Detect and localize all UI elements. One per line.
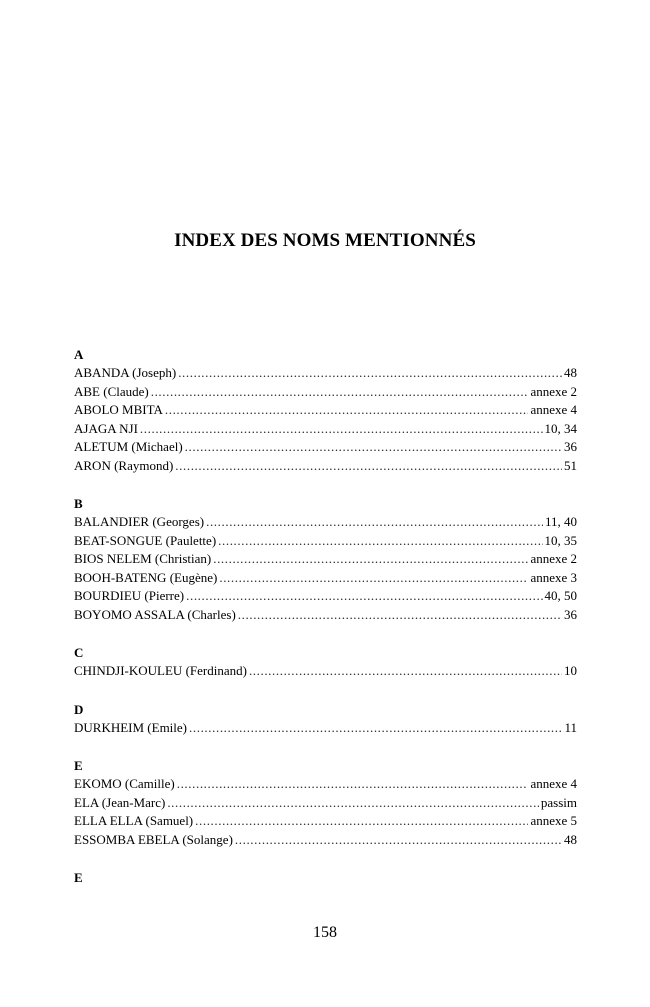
entry-name: BOOH-BATENG (Eugène) xyxy=(74,569,217,588)
entry-name: EKOMO (Camille) xyxy=(74,775,175,794)
entry-name: ABANDA (Joseph) xyxy=(74,364,176,383)
index-entry xyxy=(74,457,577,476)
entry-page-reference: 51 xyxy=(564,457,577,473)
dot-leader xyxy=(151,383,529,402)
dot-leader xyxy=(238,606,562,625)
dot-leader xyxy=(140,420,543,439)
dot-leader xyxy=(189,719,562,738)
section-letter: A xyxy=(74,347,84,362)
dot-leader xyxy=(235,831,562,850)
dot-leader xyxy=(195,812,528,831)
entry-page-reference: annexe 4 xyxy=(530,776,577,791)
entry-name: BEAT-SONGUE (Paulette) xyxy=(74,532,216,551)
dot-leader xyxy=(165,401,529,420)
dot-leader xyxy=(178,364,562,383)
index-entry xyxy=(74,438,577,457)
entry-page-reference: 48 xyxy=(564,365,577,380)
index-entry xyxy=(74,662,577,681)
section-letter: E xyxy=(74,758,83,773)
entry-name: ELA (Jean-Marc) xyxy=(74,794,165,813)
entry-page-reference: 36 xyxy=(564,439,577,454)
entry-name: ARON (Raymond) xyxy=(74,457,173,476)
index-section xyxy=(74,756,577,849)
entry-name: BOYOMO ASSALA (Charles) xyxy=(74,606,236,625)
page-title: INDEX DES NOMS MENTIONNÉS xyxy=(174,230,476,251)
index-entry xyxy=(74,794,577,813)
index-section xyxy=(74,345,577,475)
index-entry xyxy=(74,420,577,439)
dot-leader xyxy=(249,662,562,681)
index-entry xyxy=(74,812,577,831)
section-letter: D xyxy=(74,701,84,717)
entry-name: ABE (Claude) xyxy=(74,383,149,402)
dot-leader xyxy=(185,438,562,457)
entry-page-reference: 40, 50 xyxy=(544,588,577,603)
index-entry xyxy=(74,364,577,383)
index-entry xyxy=(74,775,577,794)
index-list xyxy=(74,345,577,887)
entry-name: ABOLO MBITA xyxy=(74,401,163,420)
dot-leader xyxy=(206,513,543,532)
dot-leader xyxy=(219,569,528,588)
dot-leader xyxy=(186,587,542,606)
index-section xyxy=(74,643,577,681)
entry-name: AJAGA NJI xyxy=(74,420,138,439)
section-letter: E xyxy=(74,870,83,885)
index-entry xyxy=(74,719,577,738)
entry-page-reference: annexe 2 xyxy=(530,551,577,566)
entry-name: BALANDIER (Georges) xyxy=(74,513,204,532)
index-entry xyxy=(74,831,577,850)
entry-name: CHINDJI-KOULEU (Ferdinand) xyxy=(74,662,247,681)
entry-page-reference: passim xyxy=(540,794,577,810)
entry-page-reference: 36 xyxy=(564,606,577,622)
entry-page-reference: 11, 40 xyxy=(544,514,577,529)
index-section xyxy=(74,494,577,624)
entry-page-reference: annexe 5 xyxy=(530,813,577,828)
entry-name: ESSOMBA EBELA (Solange) xyxy=(74,831,233,850)
entry-page-reference: 10, 34 xyxy=(544,420,577,436)
entry-page-reference: 10 xyxy=(564,663,577,678)
dot-leader xyxy=(218,532,542,551)
index-entry xyxy=(74,513,577,532)
index-entry xyxy=(74,569,577,588)
section-letter: C xyxy=(74,645,84,660)
entry-page-reference: annexe 3 xyxy=(530,569,577,585)
page-number: 158 xyxy=(313,924,337,941)
entry-name: ALETUM (Michael) xyxy=(74,438,183,457)
entry-page-reference: 48 xyxy=(564,831,577,847)
entry-name: BOURDIEU (Pierre) xyxy=(74,587,184,606)
entry-name: BIOS NELEM (Christian) xyxy=(74,550,211,569)
entry-page-reference: 10, 35 xyxy=(544,532,577,548)
dot-leader xyxy=(167,794,539,813)
entry-page-reference: annexe 2 xyxy=(530,383,577,399)
entry-page-reference: 11 xyxy=(564,719,577,735)
dot-leader xyxy=(213,550,528,569)
entry-name: DURKHEIM (Emile) xyxy=(74,719,187,738)
entry-name: ELLA ELLA (Samuel) xyxy=(74,812,193,831)
index-entry xyxy=(74,532,577,551)
index-entry xyxy=(74,550,577,569)
index-entry xyxy=(74,383,577,402)
dot-leader xyxy=(175,457,562,476)
index-entry xyxy=(74,401,577,420)
section-letter: B xyxy=(74,496,83,511)
entry-page-reference: annexe 4 xyxy=(530,402,577,417)
index-sections xyxy=(74,345,577,849)
dot-leader xyxy=(177,775,529,794)
index-entry xyxy=(74,606,577,625)
index-entry xyxy=(74,587,577,606)
index-section xyxy=(74,700,577,738)
